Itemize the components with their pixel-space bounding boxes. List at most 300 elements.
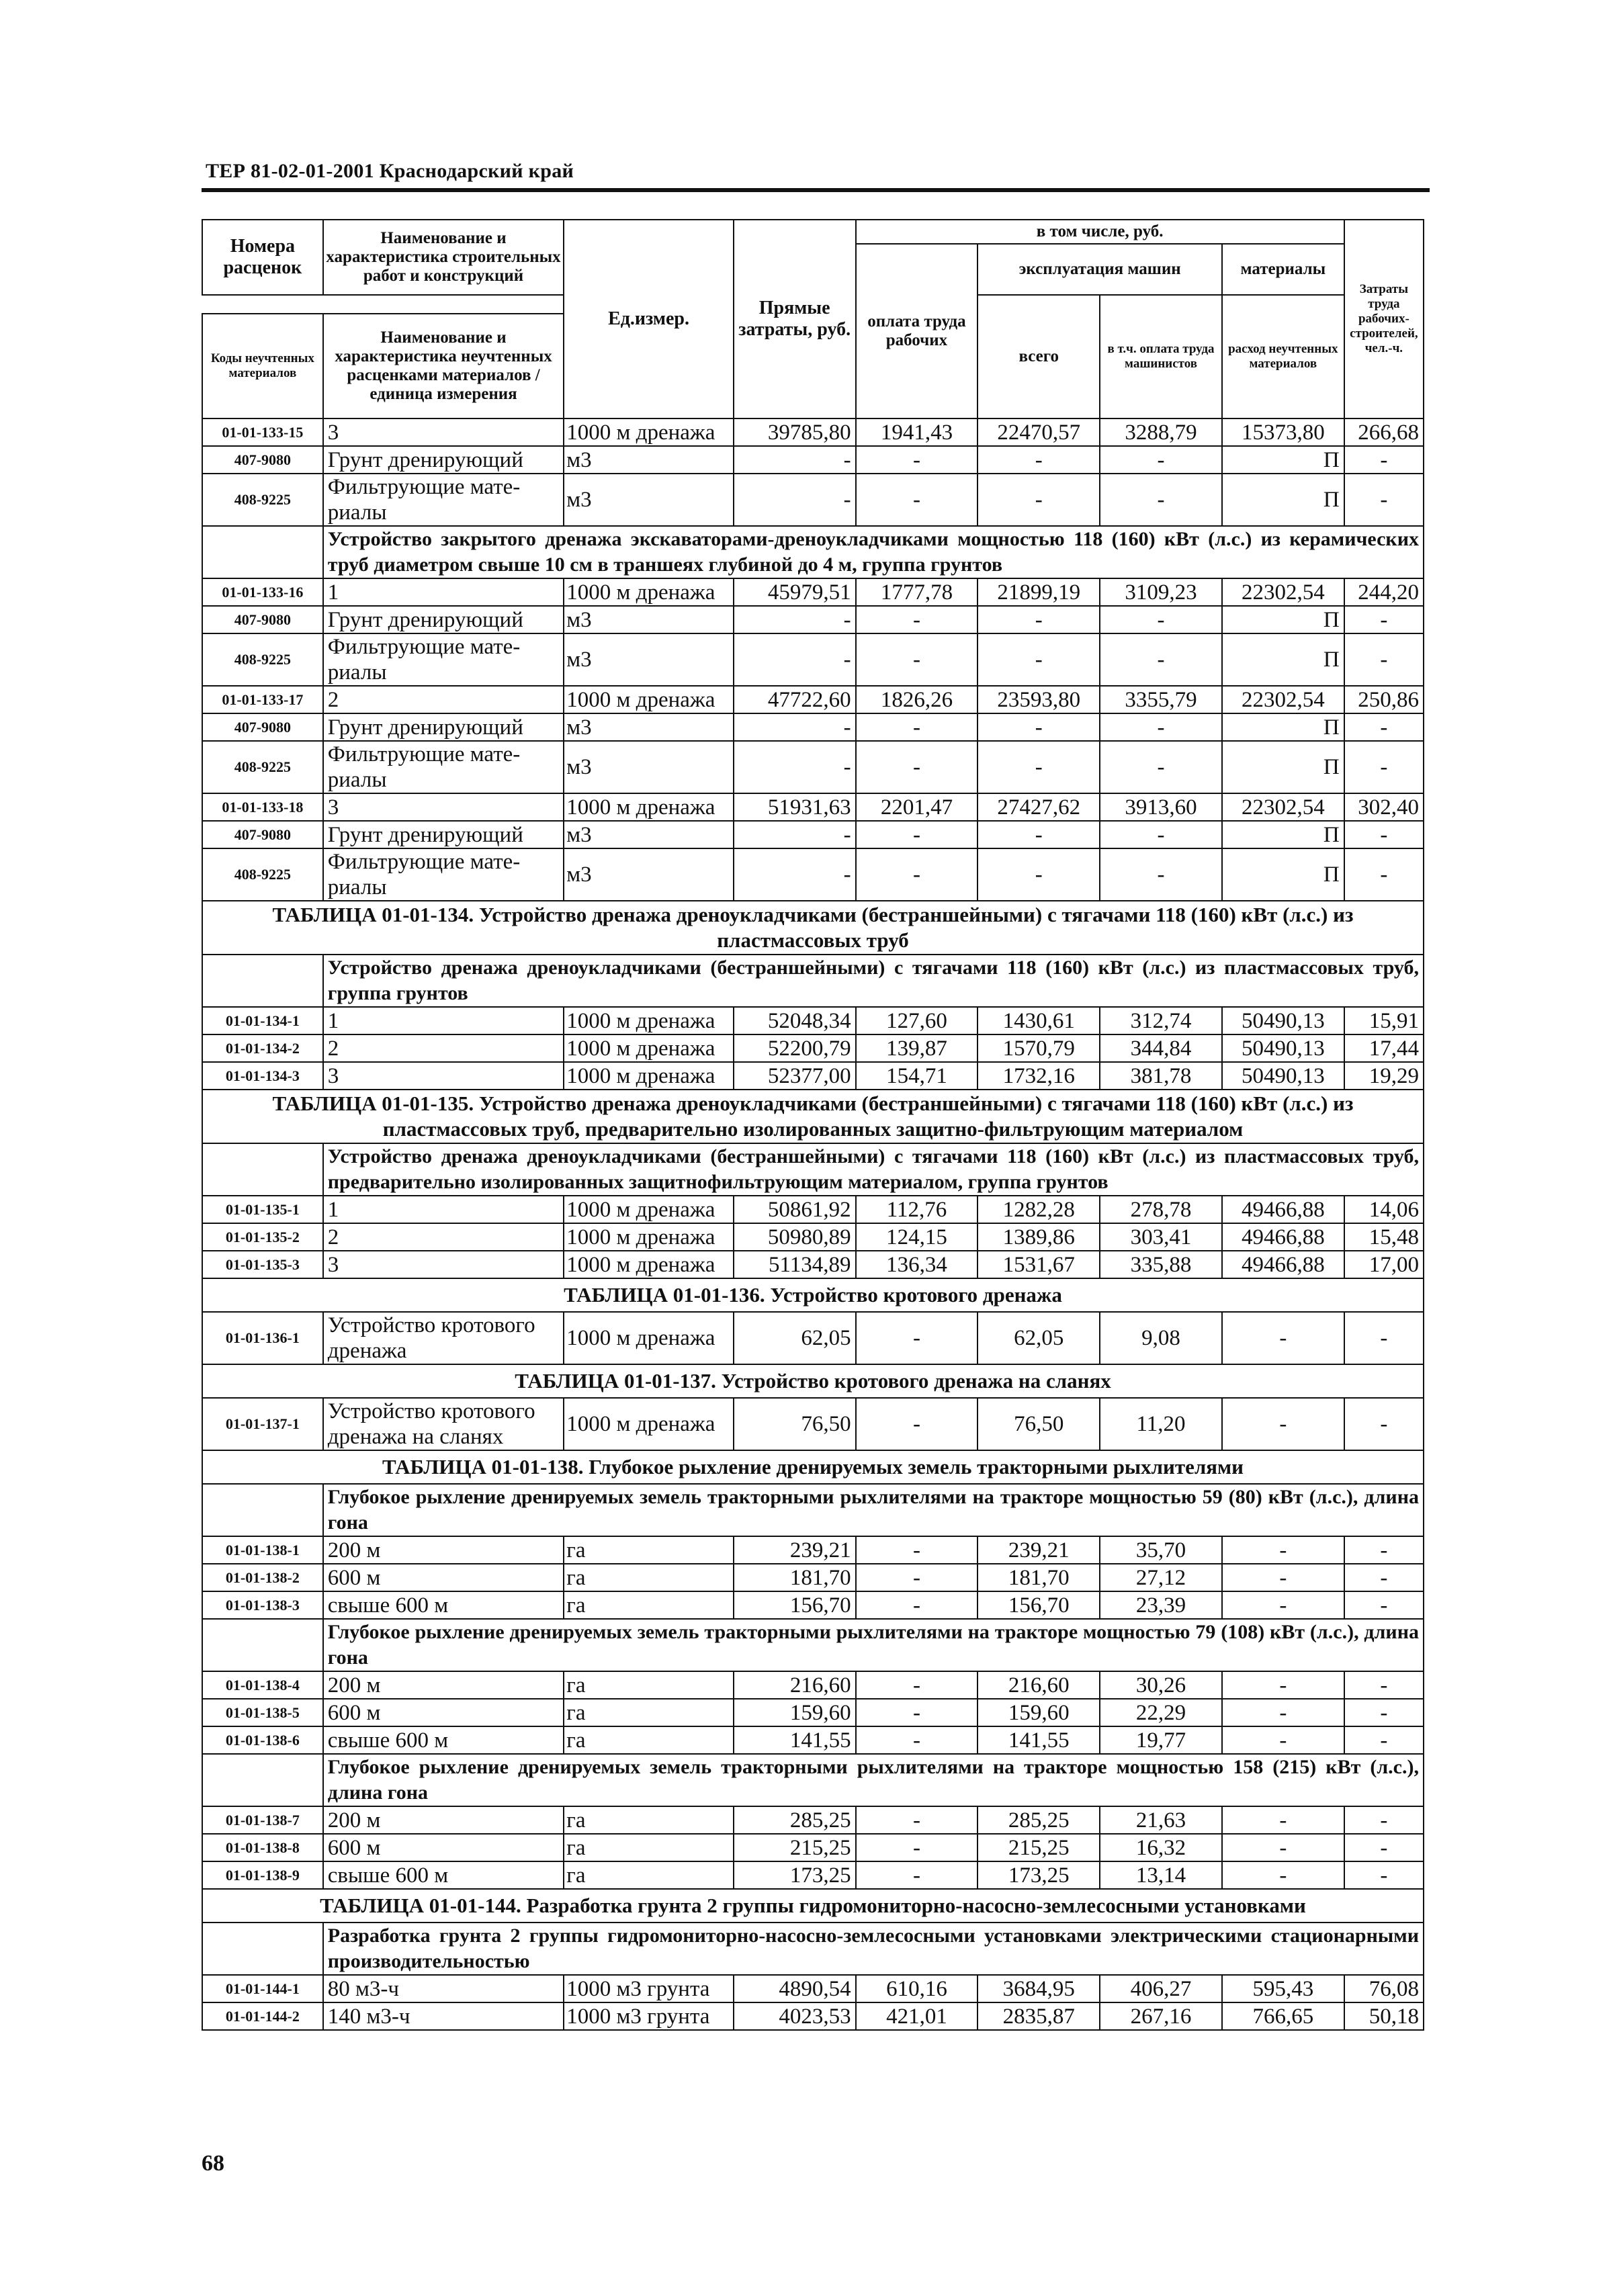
machine-cost-cell: 159,60 [978,1699,1100,1726]
col-machines-labor: в т.ч. оплата труда машинистов [1100,295,1222,418]
labor-cost-cell: - [856,1861,978,1889]
header-rule [202,188,1430,192]
labor-cost-cell: 2201,47 [856,793,978,821]
labor-cost-cell: 1826,26 [856,686,978,713]
labor-cost-cell: - [856,741,978,793]
section-heading: Разработка грунта 2 группы гидромониторно-насосно-землесосными установками электрическими стационарными производительностью [323,1923,1424,1975]
table-row [202,1398,1424,1450]
labor-cost-cell: - [856,606,978,633]
labor-cost-cell: - [856,1806,978,1834]
machinist-labor-cell: - [1100,606,1222,633]
col-direct: Прямые затраты, руб. [734,220,856,418]
code-cell: 01-01-138-5 [202,1699,323,1726]
machine-cost-cell: - [978,713,1100,741]
machine-cost-cell: 21899,19 [978,578,1100,606]
table-title-row [202,1090,1424,1143]
code-cell: 01-01-138-1 [202,1536,323,1564]
machinist-labor-cell: 27,12 [1100,1564,1222,1591]
code-cell: 407-9080 [202,446,323,474]
name-cell: свыше 600 м [323,1591,564,1619]
direct-cost-cell: - [734,474,856,526]
labor-cost-cell: - [856,1398,978,1450]
col-materials-sub: расход неучтенных материалов [1222,295,1344,418]
labor-hours-cell: - [1344,1591,1424,1619]
name-cell: свыше 600 м [323,1726,564,1754]
col-unit: Ед.измер. [564,220,733,418]
table-body [202,418,1424,2030]
direct-cost-cell: 156,70 [734,1591,856,1619]
materials-cell: - [1222,1861,1344,1889]
machinist-labor-cell: - [1100,848,1222,901]
unit-cell: м3 [564,848,733,901]
labor-cost-cell: - [856,633,978,686]
name-cell: 2 [323,1034,564,1062]
labor-hours-cell: - [1344,1398,1424,1450]
code-cell: 407-9080 [202,821,323,848]
col-labor: оплата труда рабочих [856,244,978,418]
section-heading: Глубокое рыхление дренируемых земель тракторными рыхлителями на тракторе мощностью 79 (108) кВт (л.с.), длина гона [323,1619,1424,1671]
materials-cell: - [1222,1398,1344,1450]
name-cell: Устройство кротового дренажа [323,1312,564,1364]
table-title: ТАБЛИЦА 01-01-144. Разработка грунта 2 группы гидромониторно-насосно-землесосными установками [202,1889,1424,1923]
machine-cost-cell: 216,60 [978,1671,1100,1699]
unit-cell: 1000 м дренажа [564,1034,733,1062]
machine-cost-cell: 285,25 [978,1806,1100,1834]
machine-cost-cell: 27427,62 [978,793,1100,821]
section-row [202,1923,1424,1975]
machine-cost-cell: - [978,633,1100,686]
materials-cell: 595,43 [1222,1975,1344,2002]
name-cell: 600 м [323,1834,564,1861]
direct-cost-cell: - [734,606,856,633]
code-cell: 407-9080 [202,606,323,633]
machine-cost-cell: - [978,606,1100,633]
table-title: ТАБЛИЦА 01-01-136. Устройство кротового дренажа [202,1278,1424,1312]
machine-cost-cell: 76,50 [978,1398,1100,1450]
machinist-labor-cell: - [1100,474,1222,526]
direct-cost-cell: 62,05 [734,1312,856,1364]
name-cell: Грунт дренирующий [323,606,564,633]
direct-cost-cell: 285,25 [734,1806,856,1834]
table-row [202,1223,1424,1251]
code-cell: 01-01-134-3 [202,1062,323,1090]
machine-cost-cell: 23593,80 [978,686,1100,713]
labor-hours-cell: - [1344,633,1424,686]
unit-cell: 1000 м дренажа [564,1223,733,1251]
name-cell: 600 м [323,1564,564,1591]
unit-cell: га [564,1834,733,1861]
labor-cost-cell: - [856,1671,978,1699]
col-name-bottom: Наименование и характеристика неучтенных расценками материалов / единица измерения [323,314,564,418]
table-row [202,446,1424,474]
labor-cost-cell: - [856,1591,978,1619]
col-machines-total: всего [978,295,1100,418]
machinist-labor-cell: 3913,60 [1100,793,1222,821]
materials-cell: 50490,13 [1222,1034,1344,1062]
labor-hours-cell: - [1344,1564,1424,1591]
table-title: ТАБЛИЦА 01-01-134. Устройство дренажа дреноукладчиками (бестраншейными) с тягачами 118 (160) кВт (л.с.) из пластмассовых труб [202,901,1424,955]
section-heading: Глубокое рыхление дренируемых земель тракторными рыхлителями на тракторе мощностью 59 (80) кВт (л.с.), длина гона [323,1484,1424,1536]
blank-cell [202,1143,323,1196]
materials-cell: П [1222,606,1344,633]
name-cell: Фильтрующие мате-риалы [323,474,564,526]
unit-cell: м3 [564,474,733,526]
price-table [202,219,1424,2031]
code-cell: 01-01-138-7 [202,1806,323,1834]
labor-hours-cell: - [1344,1806,1424,1834]
unit-cell: га [564,1726,733,1754]
labor-cost-cell: - [856,1564,978,1591]
labor-hours-cell: - [1344,713,1424,741]
unit-cell: га [564,1536,733,1564]
materials-cell: П [1222,474,1344,526]
table-title-row [202,1278,1424,1312]
table-row [202,1806,1424,1834]
name-cell: 2 [323,686,564,713]
unit-cell: 1000 м3 грунта [564,1975,733,2002]
machine-cost-cell: 1430,61 [978,1007,1100,1034]
materials-cell: 50490,13 [1222,1062,1344,1090]
section-row [202,1754,1424,1806]
col-codes-top: Номера расценок [202,220,323,295]
table-row [202,713,1424,741]
section-row [202,526,1424,578]
section-heading: Устройство закрытого дренажа экскаваторами-дреноукладчиками мощностью 118 (160) кВт (л.с.) из керамических труб диаметром свыше 10 см в траншеях глубиной до 4 м, группа грунтов [323,526,1424,578]
table-title-row [202,901,1424,955]
materials-cell: - [1222,1726,1344,1754]
labor-hours-cell: - [1344,1312,1424,1364]
table-row [202,2002,1424,2030]
code-cell: 01-01-134-1 [202,1007,323,1034]
direct-cost-cell: 52048,34 [734,1007,856,1034]
machine-cost-cell: - [978,821,1100,848]
labor-cost-cell: - [856,1726,978,1754]
direct-cost-cell: 39785,80 [734,418,856,446]
unit-cell: га [564,1699,733,1726]
section-heading: Глубокое рыхление дренируемых земель тракторными рыхлителями на тракторе мощностью 158 (215) кВт (л.с.), длина гона [323,1754,1424,1806]
materials-cell: 15373,80 [1222,418,1344,446]
section-row [202,1143,1424,1196]
machinist-labor-cell: 35,70 [1100,1536,1222,1564]
table-row [202,578,1424,606]
machinist-labor-cell: - [1100,713,1222,741]
running-header: ТЕР 81-02-01-2001 Краснодарский край [206,160,574,182]
machine-cost-cell: 181,70 [978,1564,1100,1591]
table-row [202,1251,1424,1278]
machine-cost-cell: - [978,848,1100,901]
direct-cost-cell: - [734,713,856,741]
labor-hours-cell: 17,00 [1344,1251,1424,1278]
blank-cell [202,1619,323,1671]
labor-hours-cell: - [1344,741,1424,793]
unit-cell: м3 [564,741,733,793]
direct-cost-cell: - [734,741,856,793]
labor-hours-cell: 250,86 [1344,686,1424,713]
unit-cell: га [564,1861,733,1889]
code-cell: 01-01-138-2 [202,1564,323,1591]
code-cell: 01-01-138-3 [202,1591,323,1619]
unit-cell: 1000 м дренажа [564,418,733,446]
blank-cell [202,1754,323,1806]
materials-cell: 22302,54 [1222,578,1344,606]
machinist-labor-cell: 335,88 [1100,1251,1222,1278]
unit-cell: 1000 м дренажа [564,1398,733,1450]
machine-cost-cell: 62,05 [978,1312,1100,1364]
col-codes-bottom: Коды неучтенных материалов [202,314,323,418]
direct-cost-cell: 52377,00 [734,1062,856,1090]
unit-cell: 1000 м дренажа [564,1007,733,1034]
labor-cost-cell: - [856,821,978,848]
unit-cell: га [564,1806,733,1834]
col-name-top: Наименование и характеристика строительных работ и конструкций [323,220,564,295]
machinist-labor-cell: - [1100,446,1222,474]
name-cell: Грунт дренирующий [323,713,564,741]
table-title: ТАБЛИЦА 01-01-135. Устройство дренажа дреноукладчиками (бестраншейными) с тягачами 118 (160) кВт (л.с.) из пластмассовых труб, предварительно изолированных защитно-фильтрующим материалом [202,1090,1424,1143]
machine-cost-cell: 2835,87 [978,2002,1100,2030]
code-cell: 01-01-138-6 [202,1726,323,1754]
labor-cost-cell: - [856,1536,978,1564]
table-row [202,848,1424,901]
name-cell: Грунт дренирующий [323,821,564,848]
machinist-labor-cell: - [1100,821,1222,848]
machine-cost-cell: - [978,446,1100,474]
code-cell: 01-01-135-2 [202,1223,323,1251]
name-cell: Грунт дренирующий [323,446,564,474]
direct-cost-cell: 4890,54 [734,1975,856,2002]
labor-hours-cell: - [1344,1726,1424,1754]
name-cell: 1 [323,1196,564,1223]
section-row [202,955,1424,1007]
materials-cell: - [1222,1591,1344,1619]
materials-cell: 22302,54 [1222,793,1344,821]
labor-hours-cell: - [1344,606,1424,633]
materials-cell: П [1222,446,1344,474]
direct-cost-cell: 216,60 [734,1671,856,1699]
name-cell: 80 м3-ч [323,1975,564,2002]
code-cell: 408-9225 [202,848,323,901]
name-cell: 200 м [323,1671,564,1699]
unit-cell: 1000 м дренажа [564,793,733,821]
labor-cost-cell: - [856,446,978,474]
labor-cost-cell: 124,15 [856,1223,978,1251]
name-cell: свыше 600 м [323,1861,564,1889]
code-cell: 01-01-138-4 [202,1671,323,1699]
code-cell: 01-01-134-2 [202,1034,323,1062]
machine-cost-cell: 1389,86 [978,1223,1100,1251]
code-cell: 01-01-136-1 [202,1312,323,1364]
table-row [202,1196,1424,1223]
unit-cell: га [564,1591,733,1619]
materials-cell: - [1222,1536,1344,1564]
section-heading: Устройство дренажа дреноукладчиками (бестраншейными) с тягачами 118 (160) кВт (л.с.) из пластмассовых труб, предварительно изолированных защитнофильтрующим материалом, группа грунтов [323,1143,1424,1196]
unit-cell: м3 [564,633,733,686]
labor-cost-cell: - [856,713,978,741]
materials-cell: П [1222,713,1344,741]
machine-cost-cell: 1732,16 [978,1062,1100,1090]
name-cell: Фильтрующие мате-риалы [323,741,564,793]
labor-hours-cell: 19,29 [1344,1062,1424,1090]
materials-cell: 22302,54 [1222,686,1344,713]
labor-cost-cell: 1941,43 [856,418,978,446]
labor-cost-cell: - [856,1699,978,1726]
machinist-labor-cell: 344,84 [1100,1034,1222,1062]
table-row [202,606,1424,633]
labor-hours-cell: 266,68 [1344,418,1424,446]
name-cell: 3 [323,418,564,446]
machinist-labor-cell: 312,74 [1100,1007,1222,1034]
table-row [202,1312,1424,1364]
direct-cost-cell: 45979,51 [734,578,856,606]
labor-cost-cell: 139,87 [856,1034,978,1062]
unit-cell: 1000 м дренажа [564,1312,733,1364]
code-cell: 01-01-133-16 [202,578,323,606]
table-row [202,1536,1424,1564]
direct-cost-cell: 50861,92 [734,1196,856,1223]
name-cell: Фильтрующие мате-риалы [323,633,564,686]
name-cell: 600 м [323,1699,564,1726]
page-number: 68 [202,2151,224,2176]
materials-cell: - [1222,1699,1344,1726]
direct-cost-cell: 4023,53 [734,2002,856,2030]
machinist-labor-cell: 267,16 [1100,2002,1222,2030]
labor-hours-cell: - [1344,446,1424,474]
direct-cost-cell: 215,25 [734,1834,856,1861]
machine-cost-cell: 3684,95 [978,1975,1100,2002]
labor-hours-cell: 76,08 [1344,1975,1424,2002]
machinist-labor-cell: 23,39 [1100,1591,1222,1619]
machinist-labor-cell: 303,41 [1100,1223,1222,1251]
labor-cost-cell: 610,16 [856,1975,978,2002]
blank-cell [202,1923,323,1975]
section-heading: Устройство дренажа дреноукладчиками (бестраншейными) с тягачами 118 (160) кВт (л.с.) из пластмассовых труб, группа грунтов [323,955,1424,1007]
direct-cost-cell: - [734,848,856,901]
labor-hours-cell: - [1344,474,1424,526]
direct-cost-cell: 51134,89 [734,1251,856,1278]
labor-hours-cell: 15,48 [1344,1223,1424,1251]
materials-cell: - [1222,1312,1344,1364]
machinist-labor-cell: - [1100,633,1222,686]
machinist-labor-cell: - [1100,741,1222,793]
table-row [202,686,1424,713]
unit-cell: м3 [564,821,733,848]
direct-cost-cell: 239,21 [734,1536,856,1564]
materials-cell: 49466,88 [1222,1196,1344,1223]
materials-cell: 49466,88 [1222,1223,1344,1251]
code-cell: 408-9225 [202,633,323,686]
section-row [202,1484,1424,1536]
direct-cost-cell: - [734,446,856,474]
code-cell: 01-01-133-17 [202,686,323,713]
labor-hours-cell: - [1344,1536,1424,1564]
direct-cost-cell: 159,60 [734,1699,856,1726]
labor-hours-cell: 244,20 [1344,578,1424,606]
col-incl: в том числе, руб. [856,220,1344,244]
direct-cost-cell: 47722,60 [734,686,856,713]
name-cell: 200 м [323,1806,564,1834]
machinist-labor-cell: 22,29 [1100,1699,1222,1726]
section-row [202,1619,1424,1671]
table-row [202,633,1424,686]
machinist-labor-cell: 278,78 [1100,1196,1222,1223]
col-machines: эксплуатация машин [978,244,1222,295]
labor-hours-cell: 50,18 [1344,2002,1424,2030]
labor-cost-cell: - [856,848,978,901]
table-row [202,474,1424,526]
machinist-labor-cell: 21,63 [1100,1806,1222,1834]
table-row [202,1975,1424,2002]
labor-cost-cell: - [856,474,978,526]
unit-cell: м3 [564,713,733,741]
materials-cell: 49466,88 [1222,1251,1344,1278]
machinist-labor-cell: 3355,79 [1100,686,1222,713]
labor-cost-cell: 127,60 [856,1007,978,1034]
materials-cell: П [1222,821,1344,848]
table-row [202,1699,1424,1726]
direct-cost-cell: 141,55 [734,1726,856,1754]
labor-hours-cell: 14,06 [1344,1196,1424,1223]
materials-cell: П [1222,848,1344,901]
name-cell: 3 [323,1251,564,1278]
name-cell: 1 [323,578,564,606]
blank-cell [202,1484,323,1536]
direct-cost-cell: 181,70 [734,1564,856,1591]
labor-hours-cell: 15,91 [1344,1007,1424,1034]
direct-cost-cell: 52200,79 [734,1034,856,1062]
table-row [202,1007,1424,1034]
unit-cell: 1000 м дренажа [564,578,733,606]
unit-cell: 1000 м дренажа [564,1062,733,1090]
code-cell: 01-01-138-9 [202,1861,323,1889]
direct-cost-cell: 51931,63 [734,793,856,821]
labor-cost-cell: 154,71 [856,1062,978,1090]
table-row [202,793,1424,821]
code-cell: 408-9225 [202,741,323,793]
table-title: ТАБЛИЦА 01-01-138. Глубокое рыхление дренируемых земель тракторными рыхлителями [202,1450,1424,1484]
labor-hours-cell: 302,40 [1344,793,1424,821]
machinist-labor-cell: 13,14 [1100,1861,1222,1889]
machine-cost-cell: 1531,67 [978,1251,1100,1278]
machinist-labor-cell: 9,08 [1100,1312,1222,1364]
table-row [202,1034,1424,1062]
blank-cell [202,526,323,578]
code-cell: 01-01-144-1 [202,1975,323,2002]
unit-cell: 1000 м3 грунта [564,2002,733,2030]
machine-cost-cell: 1570,79 [978,1034,1100,1062]
name-cell: 200 м [323,1536,564,1564]
code-cell: 01-01-137-1 [202,1398,323,1450]
labor-hours-cell: 17,44 [1344,1034,1424,1062]
machinist-labor-cell: 16,32 [1100,1834,1222,1861]
labor-hours-cell: - [1344,848,1424,901]
labor-hours-cell: - [1344,1671,1424,1699]
col-hours: Затраты труда рабочих-строителей, чел.-ч. [1344,220,1424,418]
machine-cost-cell: 1282,28 [978,1196,1100,1223]
code-cell: 01-01-133-18 [202,793,323,821]
unit-cell: м3 [564,446,733,474]
code-cell: 01-01-144-2 [202,2002,323,2030]
table-row [202,1726,1424,1754]
code-cell: 01-01-135-3 [202,1251,323,1278]
name-cell: Фильтрующие мате-риалы [323,848,564,901]
machinist-labor-cell: 11,20 [1100,1398,1222,1450]
table-title-row [202,1450,1424,1484]
materials-cell: 50490,13 [1222,1007,1344,1034]
machine-cost-cell: 156,70 [978,1591,1100,1619]
table-title-row [202,1889,1424,1923]
materials-cell: - [1222,1806,1344,1834]
materials-cell: 766,65 [1222,2002,1344,2030]
labor-cost-cell: 421,01 [856,2002,978,2030]
